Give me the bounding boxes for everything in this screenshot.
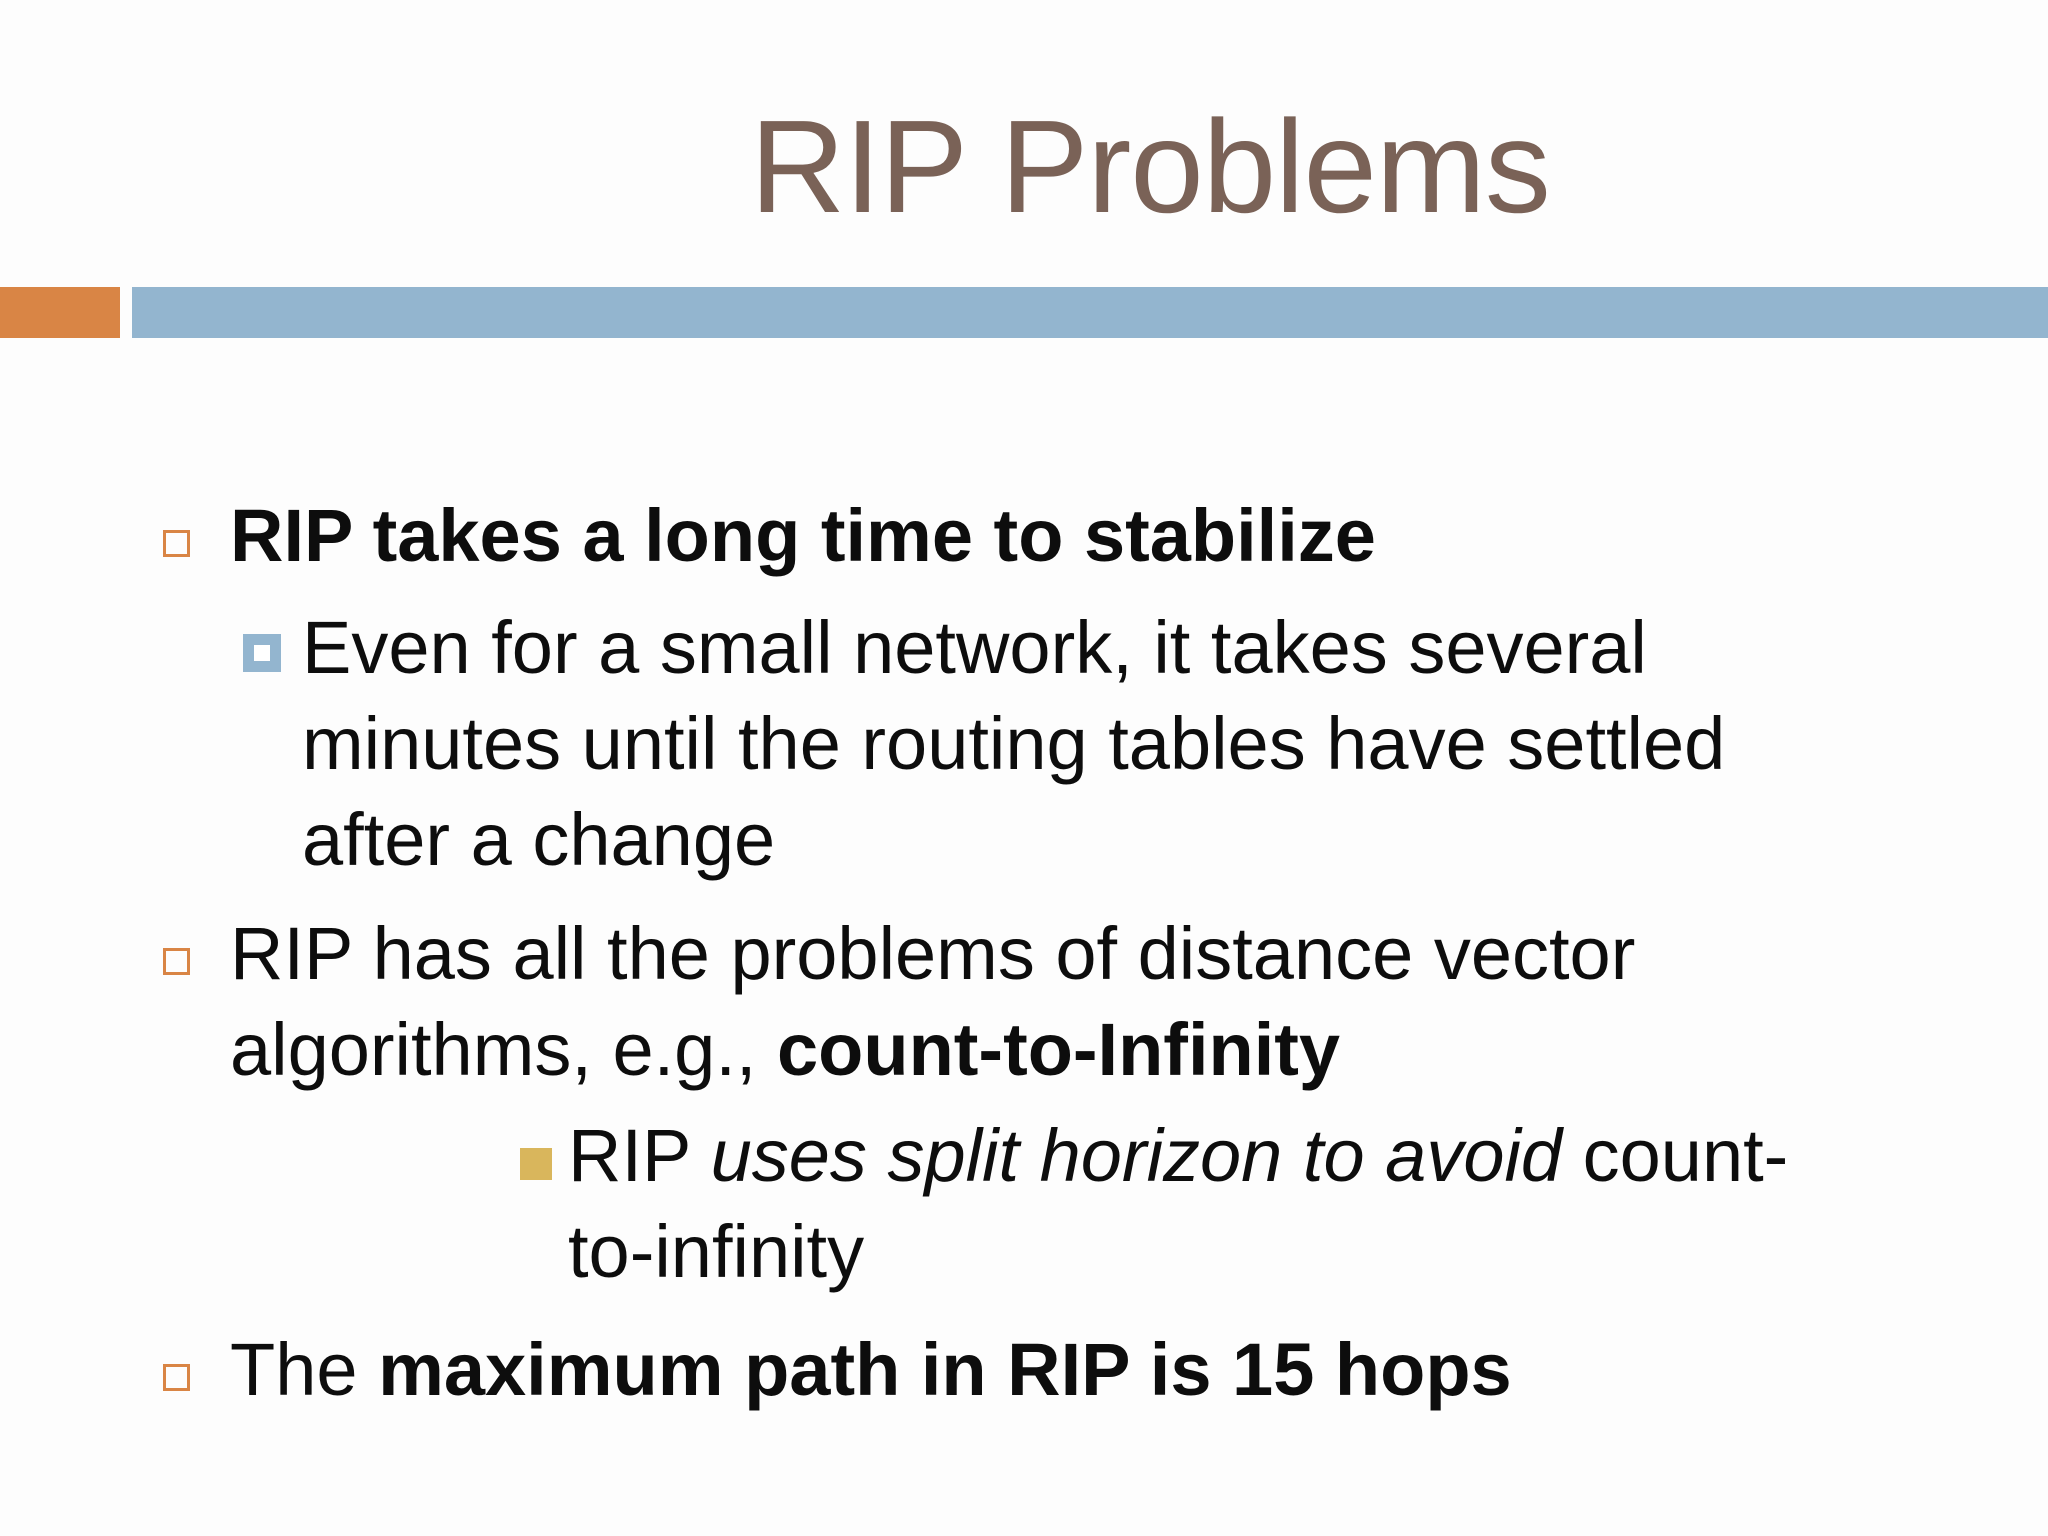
bullet-2-line-2-bold: count-to-Infinity <box>777 1008 1341 1091</box>
bullet-2-line-1: RIP has all the problems of distance vector <box>230 912 1636 995</box>
sub-bullet-2-plain-a: RIP <box>568 1114 711 1197</box>
slide-title: RIP Problems <box>750 93 1550 240</box>
sub-bullet-2-plain-b: count- <box>1562 1114 1789 1197</box>
hollow-square-bullet-icon <box>163 1364 190 1391</box>
bullet-1-text: RIP takes a long time to stabilize <box>230 494 1376 577</box>
blue-square-bullet-icon <box>243 634 281 672</box>
bullet-3-plain: The <box>230 1328 379 1411</box>
header-accent-bar-blue <box>132 287 2048 338</box>
header-accent-bar-orange <box>0 287 120 338</box>
sub-bullet-2-italic: uses split horizon to avoid <box>710 1114 1563 1197</box>
hollow-square-bullet-icon <box>163 948 190 975</box>
sub-bullet-2-line-1 <box>568 1108 1788 1204</box>
bullet-2-line-2-plain: algorithms, e.g., <box>230 1008 778 1091</box>
sub-bullet-2-line-2: to-infinity <box>568 1210 865 1293</box>
bullet-3-text <box>230 1322 1512 1418</box>
bullet-3-bold: maximum path in RIP is 15 hops <box>378 1328 1512 1411</box>
hollow-square-bullet-icon <box>163 530 190 557</box>
sub-bullet-1-line-1: Even for a small network, it takes several <box>302 606 1647 689</box>
gold-square-bullet-icon <box>520 1148 552 1180</box>
bullet-2-line-2 <box>230 1002 1340 1098</box>
sub-bullet-1-line-3: after a change <box>302 798 776 881</box>
sub-bullet-1-line-2: minutes until the routing tables have settled <box>302 702 1726 785</box>
